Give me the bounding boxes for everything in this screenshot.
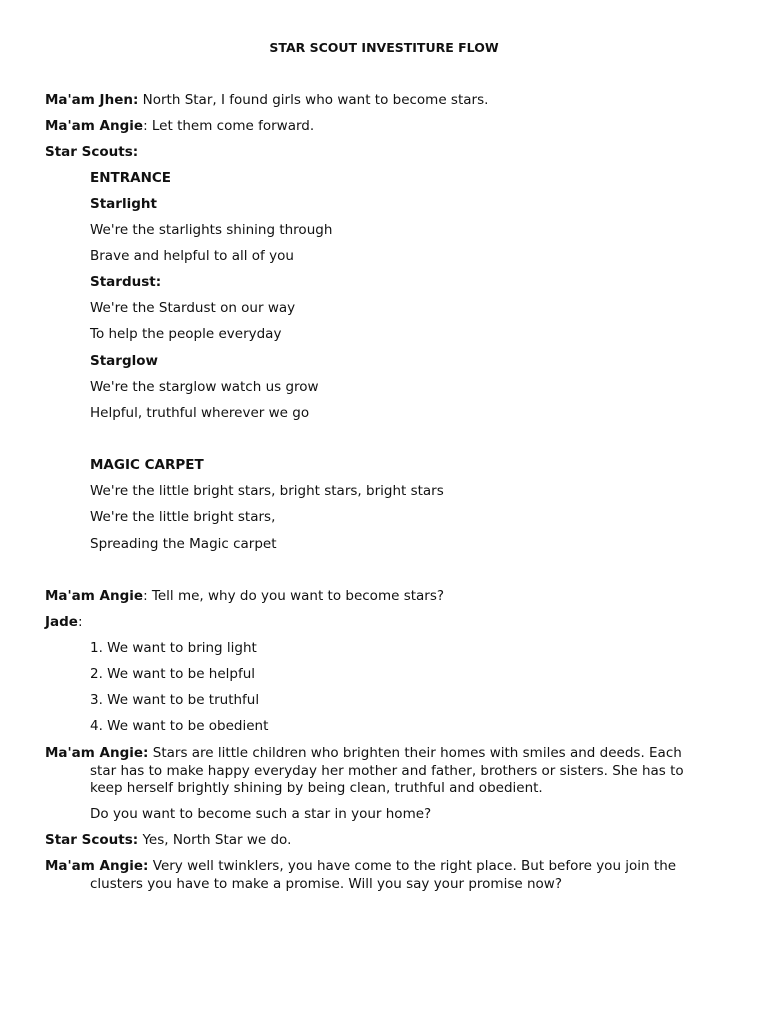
verse-line: We're the little bright stars, bright stars, bright stars xyxy=(90,483,444,499)
dialogue-continuation: star has to make happy everyday her mother and father, brothers or sisters. She has to xyxy=(90,763,684,779)
dialogue-line-angie xyxy=(45,117,314,135)
verse-line: Spreading the Magic carpet xyxy=(90,536,277,552)
section-heading-magic-carpet: MAGIC CARPET xyxy=(90,457,204,473)
dialogue-line-jade xyxy=(45,613,83,631)
dialogue-continuation: keep herself brightly shining by being clean, truthful and obedient. xyxy=(90,780,543,796)
verse-line: Helpful, truthful wherever we go xyxy=(90,405,310,421)
dialogue-text: Very well twinklers, you have come to the right place. But before you join the xyxy=(148,858,677,874)
verse-line: To help the people everyday xyxy=(90,326,282,342)
group-name-starglow: Starglow xyxy=(90,353,158,369)
answer-item: 4. We want to be obedient xyxy=(90,718,269,734)
dialogue-text: : Let them come forward. xyxy=(143,118,315,134)
verse-line: We're the starlights shining through xyxy=(90,222,333,238)
speaker-name: Ma'am Angie xyxy=(45,588,144,604)
dialogue-line-question xyxy=(45,587,444,605)
dialogue-line-scouts-reply xyxy=(45,831,291,849)
dialogue-text: : xyxy=(132,144,139,160)
group-name-stardust: Stardust: xyxy=(90,274,162,290)
speaker-name: Ma'am Angie xyxy=(45,118,144,134)
verse-line: We're the Stardust on our way xyxy=(90,300,296,316)
verse-line: We're the starglow watch us grow xyxy=(90,379,319,395)
speaker-name: Ma'am Jhen: xyxy=(45,92,139,108)
dialogue-line-explanation xyxy=(45,744,682,762)
dialogue-line-scouts xyxy=(45,143,138,161)
dialogue-line-jhen xyxy=(45,91,488,109)
answer-item: 3. We want to be truthful xyxy=(90,692,260,708)
dialogue-text: North Star, I found girls who want to become stars. xyxy=(138,92,489,108)
speaker-name: Ma'am Angie: xyxy=(45,745,149,761)
dialogue-text: Stars are little children who brighten their homes with smiles and deeds. Each xyxy=(148,745,682,761)
speaker-name: Jade xyxy=(45,614,78,630)
speaker-name: Star Scouts xyxy=(45,144,133,160)
verse-line: We're the little bright stars, xyxy=(90,509,276,525)
dialogue-text: : Tell me, why do you want to become stars? xyxy=(143,588,445,604)
group-name-starlight: Starlight xyxy=(90,196,157,212)
dialogue-text: Yes, North Star we do. xyxy=(138,832,292,848)
dialogue-text: : xyxy=(77,614,83,630)
verse-line: Brave and helpful to all of you xyxy=(90,248,294,264)
speaker-name: Star Scouts: xyxy=(45,832,139,848)
dialogue-continuation: Do you want to become such a star in your home? xyxy=(90,806,432,822)
speaker-name: Ma'am Angie: xyxy=(45,858,149,874)
answer-item: 2. We want to be helpful xyxy=(90,666,256,682)
dialogue-continuation: clusters you have to make a promise. Will you say your promise now? xyxy=(90,876,562,892)
document-title: STAR SCOUT INVESTITURE FLOW xyxy=(269,40,499,55)
answer-item: 1. We want to bring light xyxy=(90,640,257,656)
section-heading-entrance: ENTRANCE xyxy=(90,170,171,186)
dialogue-line-closing xyxy=(45,857,676,875)
